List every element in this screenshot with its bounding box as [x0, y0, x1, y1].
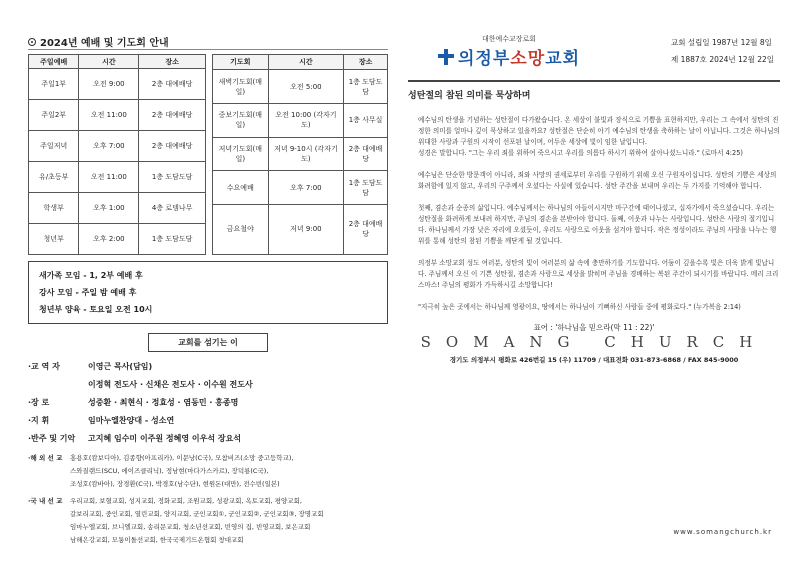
col-header: 주일예배 — [29, 55, 79, 69]
notice-box — [28, 261, 388, 324]
table-row: 유/초등부 오전 11:00 1층 도담도담 — [29, 162, 206, 193]
left-panel — [28, 34, 388, 547]
table-row: 학생부 오후 1:00 4층 로뎀나무 — [29, 193, 206, 224]
table-row: 금요철야 저녁 9:00 2층 대예배당 — [213, 204, 388, 254]
notice-line: 청년부 양육 - 토요일 오전 10시 — [39, 305, 153, 314]
col-header: 장소 — [139, 55, 206, 69]
table-row: 주일2부 오전 11:00 2층 대예배당 — [29, 100, 206, 131]
table-row: 주일1부 오전 9:00 2층 대예배당 — [29, 69, 206, 100]
sermon-title: 성탄절의 참된 의미를 묵상하며 — [408, 80, 780, 101]
col-header: 시간 — [268, 55, 344, 70]
col-header: 장소 — [344, 55, 388, 70]
table-row: 새벽기도회(매일) 오전 5:00 1층 도담도담 — [213, 70, 388, 104]
cross-icon — [438, 49, 454, 65]
schedule-title: 2024년 예배 및 기도회 안내 — [40, 38, 169, 49]
church-logo: 대한예수교장로회 의정부소망교회 — [408, 34, 580, 69]
table-row: 수요예배 오후 7:00 1층 도담도담 — [213, 171, 388, 205]
prayer-table — [212, 54, 388, 255]
table-row: 주일저녁 오후 7:00 2층 대예배당 — [29, 131, 206, 162]
sermon-body: 예수님의 탄생을 기념하는 성탄절이 다가왔습니다. 온 세상이 불빛과 장식으로 기쁨을 표현하지만, 우리는 그 속에서 성탄의 진정한 의미를 얼마나 깊이 묵상하고 있을까요? 성탄절은 단순히 아기 예수님의 탄생을 축하하는 날이 아닙니다. 그것은 하나님의 위대한 사랑과 구원의 시작이 선포된 날이며, 어두운 세상에 빛이 임한 날입니다. 성경은 말합니다. "그는 우리 죄를 위하여 죽으시고 우리를 의롭다 하시기 위하여 살아나셨느니라." (로마서 4:25) 예수님은 단순한 방문객이 아니라, 죄와 사망의 권세로부터 우리를 구원하기 위해 오신 구원자이십니다. 성탄의 기쁨은 세상의 화려함에 있지 않고, 우리의 구주께서 오셨다는 사실에 있습니다. 성탄 주간을 보내며 우리는 두 가지를 기억해야 합니다. 첫째, 겸손과 순종의 삶입니다. 예수님께서는 하나님의 아들이시지만 마구간에 태어나셨고, 십자가에서 죽으셨습니다. 우리는 성탄절을 화려하게 보내려 하지만, 주님의 겸손을 본받아야 합니다. 둘째, 이웃과 나누는 사랑입니다. 성탄은 사랑의 절기입니다. 하나님께서 가장 낮은 자리에 오셨듯이, 우리도 사랑으로 이웃을 섬겨야 합니다. 작은 정성이라도 주님의 사랑을 나누는 행위를 통해 성탄의 참된 기쁨을 깨닫게 될 것입니다. 의정부 소망교회 성도 여러분, 성탄의 빛이 여러분의 삶 속에 충만하기를 기도합니다. 어둠이 깊을수록 빛은 더욱 밝게 빛납니다. 주님께서 오신 이 기쁜 성탄절, 겸손과 사랑으로 세상을 밝히며 주님을 경배하는 복된 주간이 되시기를 바랍니다. 메리 크리스마스! 주님의 평화가 가득하시길 소망합니다! "지극히 높은 곳에서는 하나님께 영광이요, 땅에서는 하나님이 기뻐하신 사람들 중에 평화로다." (누가복음 2:14) — [418, 116, 780, 311]
table-row: 저녁기도회(매일) 저녁 9-10시 (각자기도) 2층 대예배당 — [213, 137, 388, 171]
col-header: 시간 — [79, 55, 139, 69]
website-link[interactable]: www.somangchurch.kr — [673, 528, 772, 536]
mission-list: ·해 외 선 교 홍용호(캄보디아), 김종향(아프리카), 이문낭(C국), 모참비즈(소망 중고등학교), 스와질랜드(SCU, 에이즈클리닉), 정남현(마다가스카르), 장덕룡(C국), 조성호(캄바아), 장경환(C국), 박경호(남수단), 현원돈(대만), 전수빈(일본) ·국 내 선 교 우리교회, 보혈교회, 성지교회, 정화교회, 조원교회, 성광교회, 옥토교회, 평양교회, 갈보리교회, 중인교회, 열린교회, 양지교회, 군인교회①, 군인교회②, 군인교회③, 장명교회 임마누엘교회, 브니엘교회, 송리문교회, 청소년선교회, 빈영의 집, 빈영교회, 보은교회 남해은강교회, 모퉁이돌선교회, 한국국제기드온협회 창대교회 — [28, 454, 324, 544]
notice-line: 강사 모임 - 주일 밤 예배 후 — [39, 288, 137, 297]
address: 경기도 의정부시 평화로 426번길 15 (우) 11709 / 대표전화 031-873-6868 / FAX 845-9000 — [449, 356, 739, 364]
worship-table — [28, 54, 206, 255]
somang-church-title: SOMANG CHURCH — [420, 333, 768, 351]
header — [408, 34, 780, 74]
schedule-heading — [28, 34, 388, 50]
table-row: 청년부 오후 2:00 1층 도담도담 — [29, 224, 206, 255]
table-row: 중보기도회(매일) 오전 10:00 (각자기도) 1층 사무실 — [213, 103, 388, 137]
motto: 표어 : '하나님을 믿으라(막 11 : 22)' — [533, 323, 655, 332]
staff-title: 교회를 섬기는 이 — [148, 333, 268, 352]
col-header: 기도회 — [213, 55, 269, 70]
notice-line: 새가족 모임 - 1, 2부 예배 후 — [39, 271, 143, 280]
issue-info: 교회 설립일 1987년 12월 8일 제 1887호 2024년 12월 22일 — [670, 38, 774, 64]
bullet-icon — [28, 38, 36, 46]
right-panel — [408, 34, 780, 364]
staff-list: ·교 역 자 이영근 목사(담임) 이정혁 전도사 · 신채은 전도사 · 이수원 전도사 ·장 로 성중환 · 최현식 · 정효성 · 염동민 · 홍종명 ·지 휘 임마누엘찬양대 - 성소연 ·반주 및 기악 고지혜 임수미 이주원 정혜영 이우석 장요석 — [28, 362, 253, 443]
